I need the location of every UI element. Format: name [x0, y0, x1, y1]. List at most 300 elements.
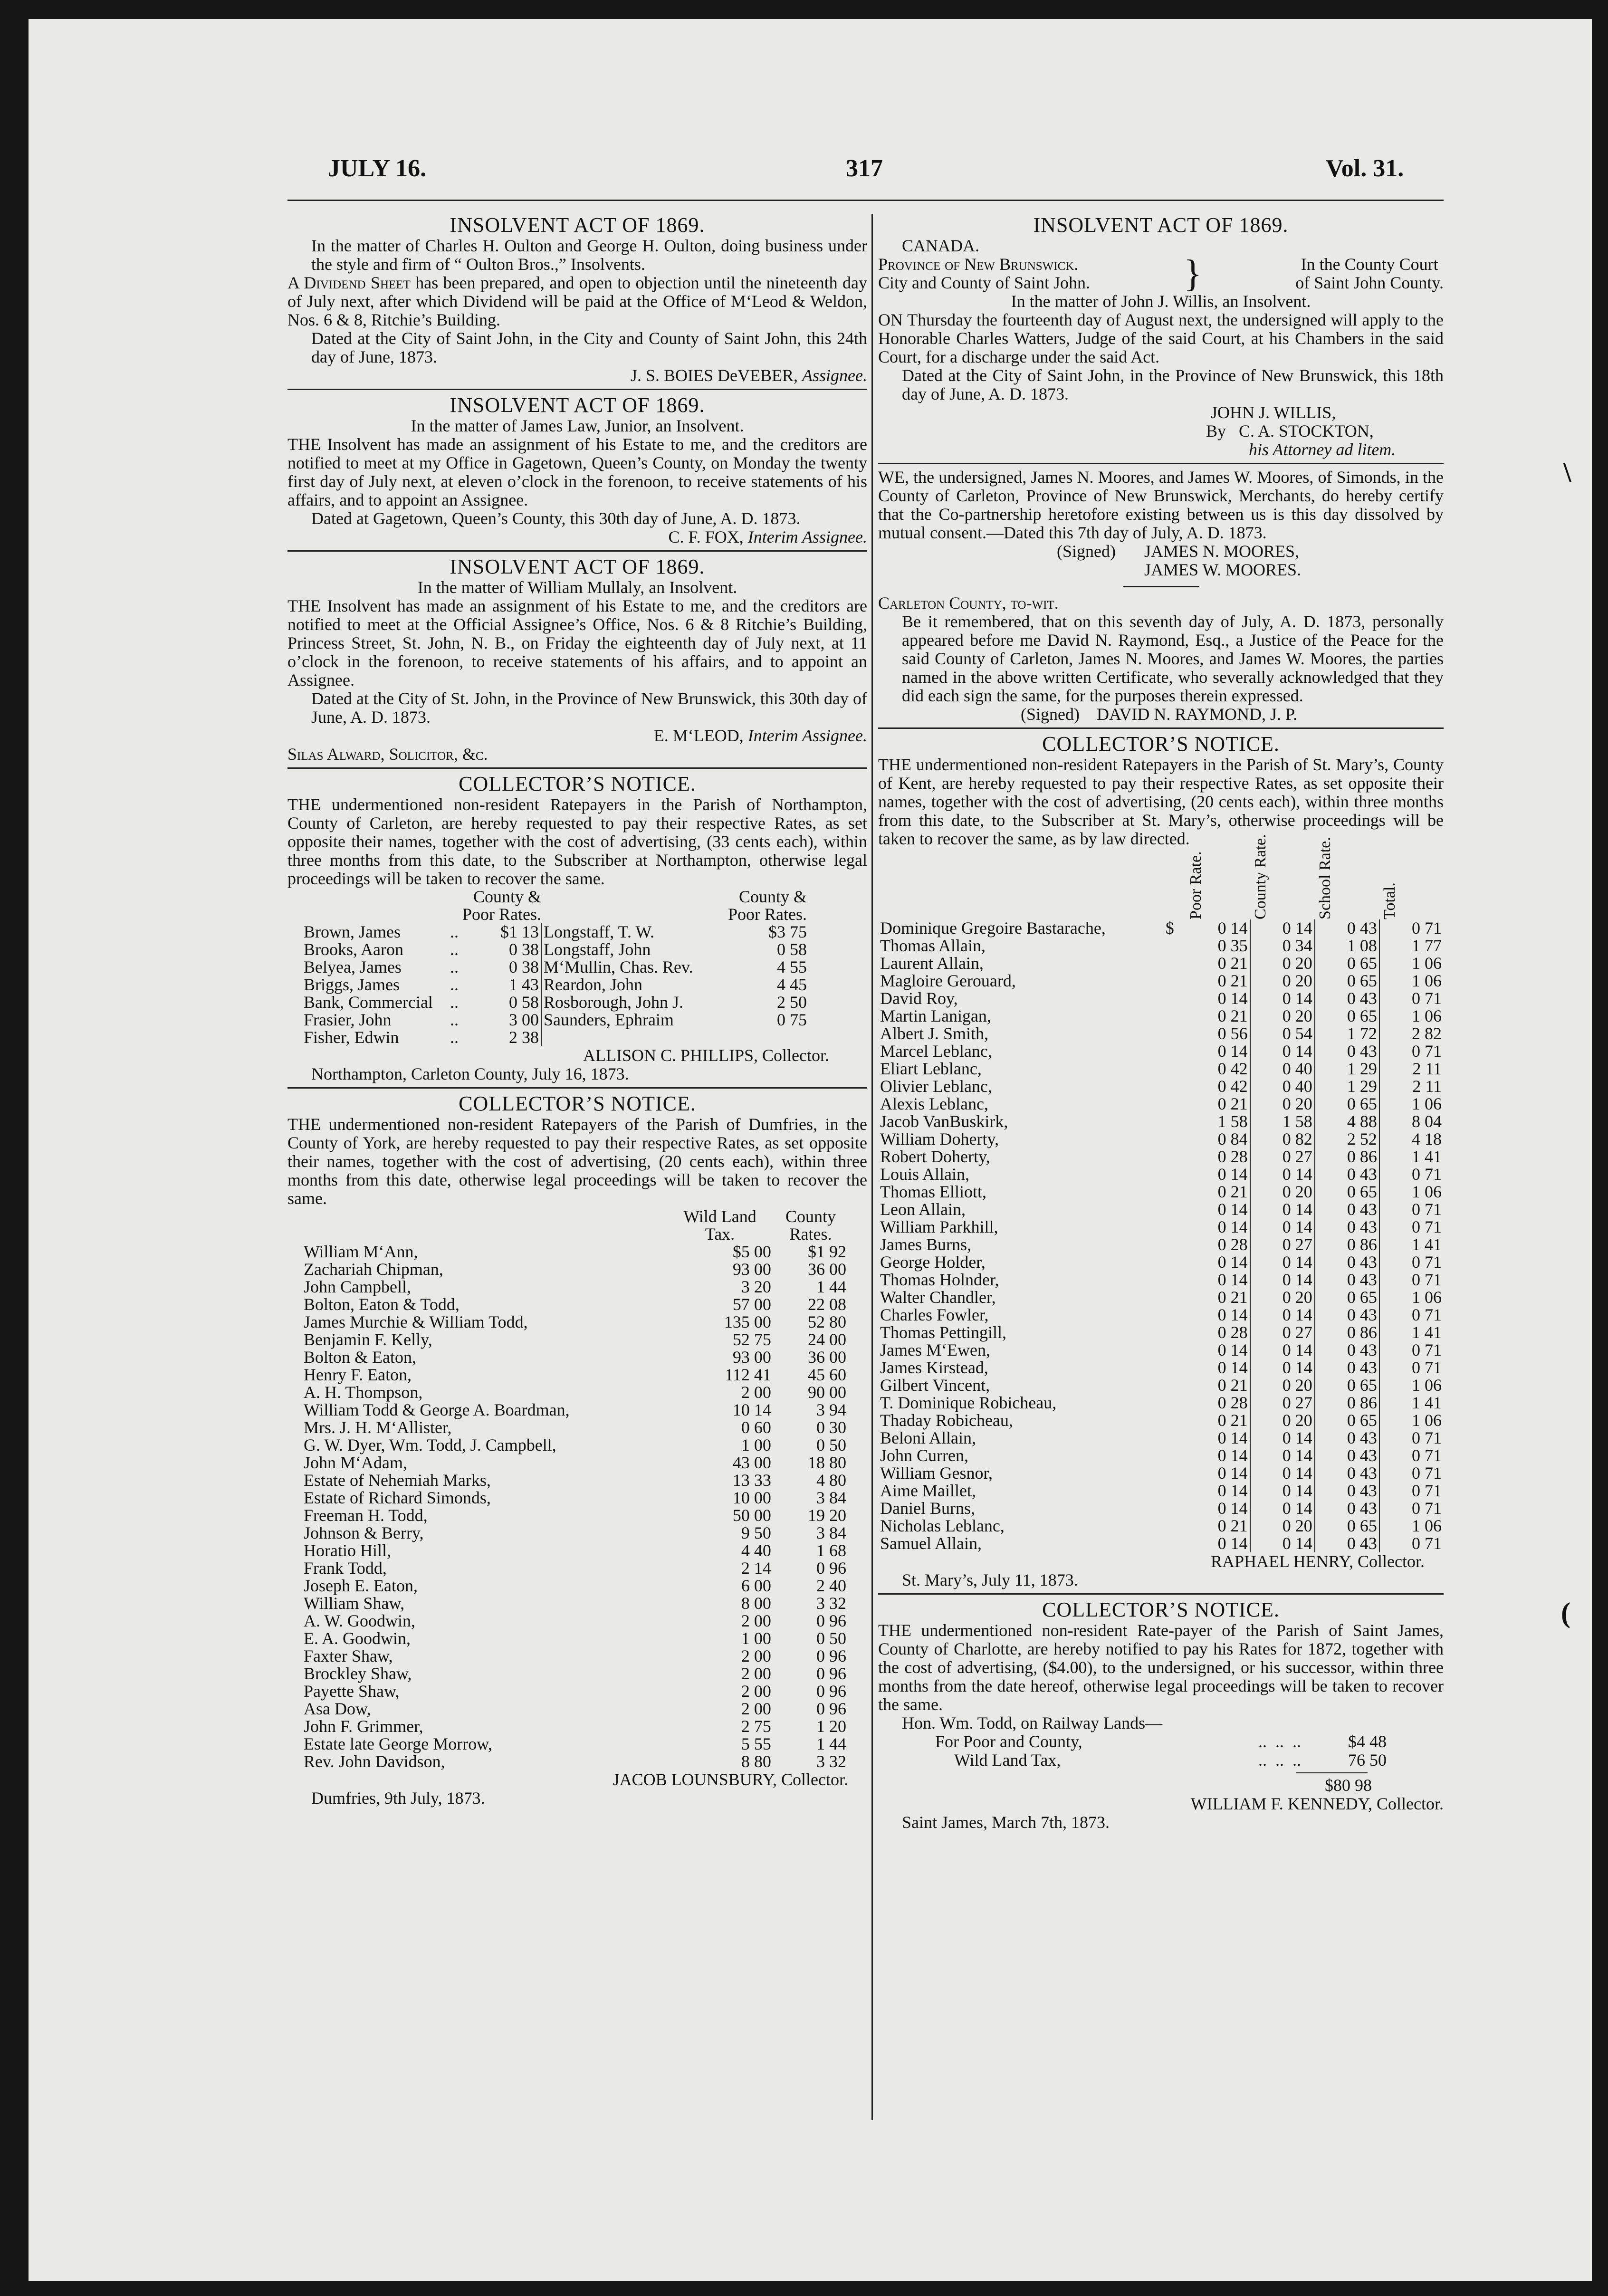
currency-cell [1164, 1535, 1186, 1552]
table-row [878, 1060, 1444, 1078]
rate-cell: 0 38 [460, 958, 541, 976]
table-row [878, 1218, 1444, 1236]
rate-cell: 1 44 [816, 1734, 846, 1753]
tax-cell: 2 00 [741, 1383, 771, 1402]
notice-place: Saint James, March 7th, 1873. [902, 1813, 1110, 1832]
leader: .. [450, 957, 459, 976]
currency-cell [1164, 1464, 1186, 1482]
table-row [878, 1271, 1444, 1289]
table-row [878, 1377, 1444, 1394]
rate-cell: 0 14 [1250, 1464, 1315, 1482]
rate-cell: 1 06 [1412, 1376, 1442, 1395]
st-marys-table [878, 834, 1444, 1553]
notice-body-text: has been prepared, and open to objection until the nineteenth day of July next, after which Dividend will be paid at the Office of M‘Leod & Weldon, Nos. 6 & 8, Ritchie’s Building. [287, 273, 868, 329]
notice-title: INSOLVENT ACT OF 1869. [450, 393, 705, 417]
rate-cell: 0 65 [1315, 1007, 1379, 1025]
currency-cell [1164, 1043, 1186, 1060]
rate-cell: 0 21 [1186, 1095, 1250, 1113]
rate-cell: 0 20 [1250, 1289, 1315, 1306]
currency-cell [1164, 1289, 1186, 1306]
notice-law [287, 394, 867, 546]
name-cell: Rev. John Davidson, [304, 1752, 445, 1771]
rate-cell: 0 82 [1250, 1130, 1315, 1148]
table-row [302, 1384, 848, 1401]
rate-cell: 0 14 [1186, 1166, 1250, 1183]
table-row [878, 1500, 1444, 1517]
rate-cell: 0 96 [816, 1699, 846, 1718]
table-row [878, 1324, 1444, 1341]
currency-cell [1164, 990, 1186, 1007]
page-number: 317 [846, 155, 883, 182]
rate-cell: 0 14 [1250, 1500, 1315, 1517]
divider [287, 1087, 867, 1089]
table-row [302, 923, 809, 941]
rate-cell: 0 42 [1186, 1060, 1250, 1078]
rate-cell: 0 71 [1412, 1358, 1442, 1377]
rate-cell: 0 27 [1250, 1394, 1315, 1412]
left-column [287, 214, 867, 1808]
rate-cell: 2 40 [816, 1576, 846, 1595]
tax-cell: 93 00 [732, 1348, 771, 1367]
rate-cell: 1 72 [1315, 1025, 1379, 1043]
rate-value: 76 50 [1348, 1751, 1387, 1770]
rate-cell: 3 32 [816, 1594, 846, 1613]
notice-saint-james [878, 1598, 1444, 1832]
divider [878, 727, 1444, 729]
currency-cell [1164, 1447, 1186, 1464]
currency-cell [1164, 1113, 1186, 1130]
signature-block [878, 542, 1444, 579]
column-divider [871, 214, 873, 2120]
name-cell: A. W. Goodwin, [304, 1611, 416, 1630]
currency-cell [1164, 1482, 1186, 1500]
notice-place: Northampton, Carleton County, July 16, 1873. [311, 1064, 629, 1083]
rate-cell: 3 94 [816, 1400, 846, 1419]
rate-cell: 0 71 [1412, 1446, 1442, 1465]
rate-cell: 0 71 [1412, 1253, 1442, 1272]
rate-cell: 1 20 [816, 1717, 846, 1736]
table-row [302, 1559, 848, 1577]
notice-matter: In the matter of Charles H. Oulton and George H. Oulton, doing business under the style and firm of “ Oulton Bros.,” Insolvents. [311, 236, 867, 274]
table-header [302, 888, 809, 923]
name-cell: Magloire Gerouard, [880, 971, 1016, 990]
name-cell: James M‘Ewen, [880, 1340, 990, 1359]
column-header: Wild Land [683, 1207, 756, 1226]
rate-cell: 3 84 [816, 1523, 846, 1542]
rate-cell: 1 41 [1412, 1323, 1442, 1342]
sum-rule [1296, 1772, 1368, 1773]
notice-dated: Dated at Gagetown, Queen’s County, this 30th day of June, A. D. 1873. [311, 509, 801, 528]
name-cell: Robert Doherty, [880, 1147, 990, 1166]
name-cell: Marcel Leblanc, [880, 1042, 992, 1061]
name-cell: William Todd & George A. Boardman, [304, 1400, 570, 1419]
table-row [302, 1296, 848, 1313]
rate-cell: 0 86 [1315, 1394, 1379, 1412]
rate-cell: 1 58 [1250, 1113, 1315, 1130]
margin-mark: \ [1563, 457, 1571, 488]
notice-body-2: Be it remembered, that on this seventh day of July, A. D. 1873, personally appeared before me David N. Raymond, Esq., a Justice of the Peace for the said County of Carleton, James N. Moores, and James W. Moores, the parties named in the above written Certificate, who severally acknowledged that they did each sign the same, for the purposes therein expressed. [902, 612, 1444, 705]
name-cell: G. W. Dyer, Wm. Todd, J. Campbell, [304, 1435, 556, 1454]
name-cell: Brooks, Aaron [304, 940, 403, 959]
rate-cell: 0 21 [1186, 1183, 1250, 1201]
tax-cell: $5 00 [732, 1242, 771, 1261]
rate-cell: 1 06 [1412, 1182, 1442, 1201]
table-row [302, 1436, 848, 1454]
notice-signature [287, 528, 867, 546]
name-cell: Asa Dow, [304, 1699, 371, 1718]
signatory-role: Interim Assignee. [747, 527, 867, 546]
rate-cell: 22 08 [808, 1295, 846, 1314]
name-cell: Olivier Leblanc, [880, 1077, 992, 1096]
notice-signature: JACOB LOUNSBURY, Collector. [613, 1770, 848, 1789]
currency-cell [1164, 1183, 1186, 1201]
currency-cell [1164, 1394, 1186, 1412]
notice-mullaly [287, 555, 867, 764]
court-county: of Saint John County. [1295, 273, 1444, 292]
table-row [302, 1507, 848, 1524]
rate-cell: 4 55 [777, 957, 807, 976]
rate-cell: 1 29 [1315, 1078, 1379, 1095]
rate-cell: 0 14 [1250, 1359, 1315, 1377]
rate-cell: 45 60 [808, 1365, 846, 1384]
rate-cell: 0 43 [1315, 1271, 1379, 1289]
by-label: By [1206, 421, 1226, 440]
table-row [302, 1419, 848, 1436]
notice-signature: RAPHAEL HENRY, Collector. [1210, 1552, 1425, 1571]
divider [287, 389, 867, 390]
table-row [302, 1313, 848, 1331]
rate-cell: 2 11 [1412, 1077, 1442, 1096]
tax-cell: 52 75 [732, 1330, 771, 1349]
table-row [302, 1349, 848, 1366]
table-row [878, 1183, 1444, 1201]
rate-cell: 1 44 [816, 1277, 846, 1296]
name-cell: Freeman H. Todd, [304, 1506, 428, 1525]
currency-cell [1164, 1148, 1186, 1166]
name-cell: Joseph E. Eaton, [304, 1576, 418, 1595]
notice-body: THE undermentioned non-resident Ratepayers in the Parish of St. Mary’s, County of Kent, are hereby requested to pay their respective Rates, as set opposite their names, together with the cost of advertising, (20 cents each), within three months from this date, to the Subscriber at St. Mary’s, otherwise proceedings will be taken to recover the same, as by law directed. [878, 755, 1444, 848]
currency-cell [1164, 1429, 1186, 1447]
signatory: C. F. FOX, [668, 527, 744, 546]
tax-cell: 2 00 [741, 1699, 771, 1718]
tax-cell: 9 50 [741, 1523, 771, 1542]
rate-cell: 0 84 [1186, 1130, 1250, 1148]
rate-cell: 2 50 [777, 993, 807, 1012]
notice-matter: In the matter of William Mullaly, an Insolvent. [417, 578, 737, 597]
rate-cell: 0 96 [816, 1682, 846, 1701]
divider [287, 550, 867, 552]
name-cell: Johnson & Berry, [304, 1523, 424, 1542]
rate-cell: 0 43 [1315, 1359, 1379, 1377]
notice-body: THE Insolvent has made an assignment of his Estate to me, and the creditors are notified to meet at my Office in Gagetown, Queen’s County, on Monday the twenty first day of July next, at eleven o’clock in the forenoon, to receive statements of his affairs, and to appoint an Assignee. [287, 435, 867, 509]
notice-matter: In the matter of John J. Willis, an Insolvent. [1011, 292, 1311, 311]
name-cell: Reardon, John [544, 975, 642, 994]
table-row [878, 1078, 1444, 1095]
table-row [302, 1472, 848, 1489]
name-cell: Frasier, John [304, 1010, 392, 1029]
name-cell: James Kirstead, [880, 1358, 988, 1377]
notice-title: COLLECTOR’S NOTICE. [1042, 1598, 1280, 1621]
rate-cell: 0 71 [1412, 1165, 1442, 1184]
name-cell: Belyea, James [304, 957, 402, 976]
name-cell: William M‘Ann, [304, 1242, 418, 1261]
jp-signature [878, 705, 1444, 724]
name-cell: Thomas Pettingill, [880, 1323, 1006, 1342]
rate-cell: 0 28 [1186, 1394, 1250, 1412]
name-cell: William Shaw, [304, 1594, 405, 1613]
notice-willis [878, 214, 1444, 459]
rate-cell: 0 40 [1250, 1060, 1315, 1078]
tax-cell: 43 00 [732, 1453, 771, 1472]
tax-cell: 8 80 [741, 1752, 771, 1771]
rate-cell: 36 00 [808, 1348, 846, 1367]
notice-dated: Dated at the City of Saint John, in the Province of New Brunswick, this 18th day of June, A. D. 1873. [902, 366, 1444, 403]
rate-cell: $1 13 [460, 923, 541, 941]
name-cell: Eliart Leblanc, [880, 1059, 982, 1078]
table-row [878, 1482, 1444, 1500]
attorney: C. A. STOCKTON, [1239, 421, 1374, 440]
table-row [302, 994, 809, 1011]
table-row [302, 1753, 848, 1770]
name-cell: William Parkhill, [880, 1217, 998, 1236]
tax-cell: 57 00 [732, 1295, 771, 1314]
name-cell: Estate of Richard Simonds, [304, 1488, 491, 1507]
header-rule [287, 200, 1444, 201]
table-row [302, 1718, 848, 1735]
rate-label: Wild Land Tax, [954, 1751, 1061, 1770]
table-row [302, 1243, 848, 1261]
table-row [878, 1007, 1444, 1025]
currency-cell [1164, 955, 1186, 972]
table-row [302, 1011, 809, 1029]
tax-cell: 2 00 [741, 1664, 771, 1683]
notice-body: THE Insolvent has made an assignment of his Estate to me, and the creditors are notified to meet at the Official Assignee’s Office, Nos. 6 & 8 Ritchie’s Building, Princess Street, St. John, N. B., on Friday the eighteenth day of July next, at 11 o’clock in the forenoon, to receive statements of his affairs, and to appoint an Assignee. [287, 596, 867, 689]
rate-cell: 1 41 [1412, 1393, 1442, 1412]
rate-line: For Poor and County, .. .. .. $4 48 [935, 1732, 1387, 1751]
rate-cell: 0 14 [1186, 1218, 1250, 1236]
rate-cell: 0 71 [1412, 1217, 1442, 1236]
rate-cell: $1 92 [808, 1242, 846, 1261]
rate-cell: 3 00 [460, 1011, 541, 1029]
rate-cell: 1 06 [1412, 1288, 1442, 1307]
rate-cell: 0 14 [1186, 1043, 1250, 1060]
table-row [302, 1683, 848, 1700]
rate-cell: 0 71 [1412, 1534, 1442, 1553]
rate-label: For Poor and County, [935, 1732, 1082, 1751]
rate-cell: 0 21 [1186, 955, 1250, 972]
rate-cell: 0 40 [1250, 1078, 1315, 1095]
name-cell: Bolton & Eaton, [304, 1348, 416, 1367]
table-row [302, 1700, 848, 1718]
signatory-role: Interim Assignee. [747, 726, 867, 745]
notice-signature [287, 366, 867, 385]
rate-cell: 0 14 [1250, 1043, 1315, 1060]
rate-cell: 0 43 [1315, 1464, 1379, 1482]
name-cell: Frank Todd, [304, 1559, 387, 1578]
rate-cell: 0 75 [777, 1010, 807, 1029]
table-row [878, 1236, 1444, 1253]
rate-cell: 0 54 [1250, 1025, 1315, 1043]
table-row [302, 976, 809, 994]
name-cell: Estate late George Morrow, [304, 1734, 492, 1753]
table-row [878, 1043, 1444, 1060]
table-row [302, 1630, 848, 1647]
rate-cell: 0 14 [1186, 919, 1250, 937]
rate-cell: 1 43 [460, 976, 541, 994]
header-volume: Vol. 31. [1326, 155, 1404, 182]
rate-cell: 2 52 [1315, 1130, 1379, 1148]
rate-cell: 0 14 [1250, 1306, 1315, 1324]
currency-cell [1164, 1166, 1186, 1183]
table-row [302, 941, 809, 958]
table-row [302, 1647, 848, 1665]
leader: .. [450, 940, 459, 959]
currency-cell [1164, 1517, 1186, 1535]
currency-cell: $ [1165, 918, 1174, 938]
notice-st-marys [878, 733, 1444, 1589]
rate-cell: 1 06 [1412, 1516, 1442, 1535]
notice-signature [287, 727, 867, 745]
name-cell: Nicholas Leblanc, [880, 1516, 1005, 1535]
rate-cell: 0 43 [1315, 1218, 1379, 1236]
table-row [878, 1359, 1444, 1377]
name-cell: Jacob VanBuskirk, [880, 1112, 1008, 1131]
rate-cell: 0 65 [1315, 1412, 1379, 1429]
rate-cell: 0 50 [816, 1435, 846, 1454]
rate-cell: 0 14 [1186, 1464, 1250, 1482]
rate-cell: 0 14 [1250, 1429, 1315, 1447]
rate-cell: 0 65 [1315, 1183, 1379, 1201]
rate-cell: 1 41 [1412, 1235, 1442, 1254]
column-header: Poor Rate. [1187, 851, 1205, 919]
tax-cell: 10 14 [732, 1400, 771, 1419]
rate-cell: 0 20 [1250, 972, 1315, 990]
rate-cell: 0 43 [1315, 1429, 1379, 1447]
tax-cell: 8 00 [741, 1594, 771, 1613]
name-cell: Bank, Commercial [304, 993, 433, 1012]
name-cell: Thomas Elliott, [880, 1182, 986, 1201]
column-header: County & [473, 887, 541, 906]
name-cell: Dominique Gregoire Bastarache, [880, 918, 1106, 938]
rate-cell: 1 29 [1315, 1060, 1379, 1078]
currency-cell [1164, 1500, 1186, 1517]
rate-cell: 0 56 [1186, 1025, 1250, 1043]
rate-cell: 0 14 [1186, 1500, 1250, 1517]
rate-cell: 0 71 [1412, 918, 1442, 938]
rate-cell: 0 14 [1250, 1535, 1315, 1552]
tax-cell: 135 00 [724, 1312, 771, 1331]
table-row [302, 1665, 848, 1683]
notice-dated: Dated at the City of St. John, in the Province of New Brunswick, this 30th day of June, A. D. 1873. [311, 689, 867, 727]
name-cell: Brown, James [304, 922, 401, 941]
notice-northampton [287, 773, 867, 1083]
table-row [878, 1095, 1444, 1113]
currency-cell [1164, 972, 1186, 990]
rate-cell: 0 14 [1250, 990, 1315, 1007]
rate-cell: 19 20 [808, 1506, 846, 1525]
notice-matter: In the matter of James Law, Junior, an Insolvent. [411, 416, 744, 435]
name-cell: Louis Allain, [880, 1165, 969, 1184]
notice-title: COLLECTOR’S NOTICE. [1042, 732, 1280, 756]
rate-cell: 1 68 [816, 1541, 846, 1560]
leader: .. [450, 1010, 459, 1029]
rate-cell: 8 04 [1412, 1112, 1442, 1131]
table-row [878, 937, 1444, 955]
divider [287, 767, 867, 769]
name-cell: James Burns, [880, 1235, 971, 1254]
name-cell: Martin Lanigan, [880, 1006, 991, 1025]
name-cell: Horatio Hill, [304, 1541, 391, 1560]
rate-cell: 0 43 [1315, 990, 1379, 1007]
rate-cell: 1 58 [1186, 1113, 1250, 1130]
tax-cell: 1 00 [741, 1435, 771, 1454]
rate-cell: 0 71 [1412, 1340, 1442, 1359]
rate-cell: 0 20 [1250, 1412, 1315, 1429]
notice-title: INSOLVENT ACT OF 1869. [450, 213, 705, 237]
tax-cell: 6 00 [741, 1576, 771, 1595]
currency-cell [1164, 1095, 1186, 1113]
table-row [302, 1366, 848, 1384]
rate-cell: 0 14 [1186, 1253, 1250, 1271]
currency-cell [1164, 1130, 1186, 1148]
currency-cell [1164, 1324, 1186, 1341]
name-cell: Benjamin F. Kelly, [304, 1330, 432, 1349]
rate-cell: 0 14 [1186, 1306, 1250, 1324]
rate-cell: 0 71 [1412, 1042, 1442, 1061]
tax-cell: 10 00 [732, 1488, 771, 1507]
rate-cell: 0 14 [1250, 1253, 1315, 1271]
rate-cell: 0 14 [1250, 1271, 1315, 1289]
column-header: Poor Rates. [728, 905, 807, 924]
rate-cell: 0 65 [1315, 1517, 1379, 1535]
table-row [878, 1394, 1444, 1412]
name-cell: James Murchie & William Todd, [304, 1312, 528, 1331]
rate-cell: 0 20 [1250, 1377, 1315, 1394]
notice-title: INSOLVENT ACT OF 1869. [1033, 213, 1289, 237]
column-header: County [785, 1207, 836, 1226]
column-header: Tax. [705, 1225, 735, 1244]
currency-cell [1164, 1341, 1186, 1359]
rate-cell: 0 71 [1412, 1270, 1442, 1289]
notice-lead: A Dividend Sheet [287, 273, 411, 292]
rate-cell: 0 71 [1412, 1305, 1442, 1324]
tax-cell: 2 75 [741, 1717, 771, 1736]
rate-cell: 0 71 [1412, 1464, 1442, 1483]
table-row [878, 1535, 1444, 1552]
name-cell: Charles Fowler, [880, 1305, 989, 1324]
rate-cell: 0 43 [1315, 1043, 1379, 1060]
rate-cell: 0 96 [816, 1646, 846, 1665]
rate-cell: 0 14 [1250, 1482, 1315, 1500]
rate-cell: 1 06 [1412, 1094, 1442, 1113]
rate-cell: 0 96 [816, 1664, 846, 1683]
rate-cell: 0 43 [1315, 1535, 1379, 1552]
rate-cell: 0 96 [816, 1611, 846, 1630]
rate-cell: 52 80 [808, 1312, 846, 1331]
table-row [302, 1612, 848, 1630]
rate-cell: 0 43 [1315, 1500, 1379, 1517]
notice-title: COLLECTOR’S NOTICE. [459, 1092, 696, 1115]
name-cell: Rosborough, John J. [544, 993, 684, 1012]
name-cell: Thaday Robicheau, [880, 1411, 1013, 1430]
table-row [878, 955, 1444, 972]
tax-cell: 4 40 [741, 1541, 771, 1560]
name-cell: John F. Grimmer, [304, 1717, 423, 1736]
name-cell: John M‘Adam, [304, 1453, 407, 1472]
court: In the County Court [1301, 255, 1438, 274]
rate-cell: 0 34 [1250, 937, 1315, 955]
signatory: JAMES W. MOORES. [1144, 560, 1302, 579]
